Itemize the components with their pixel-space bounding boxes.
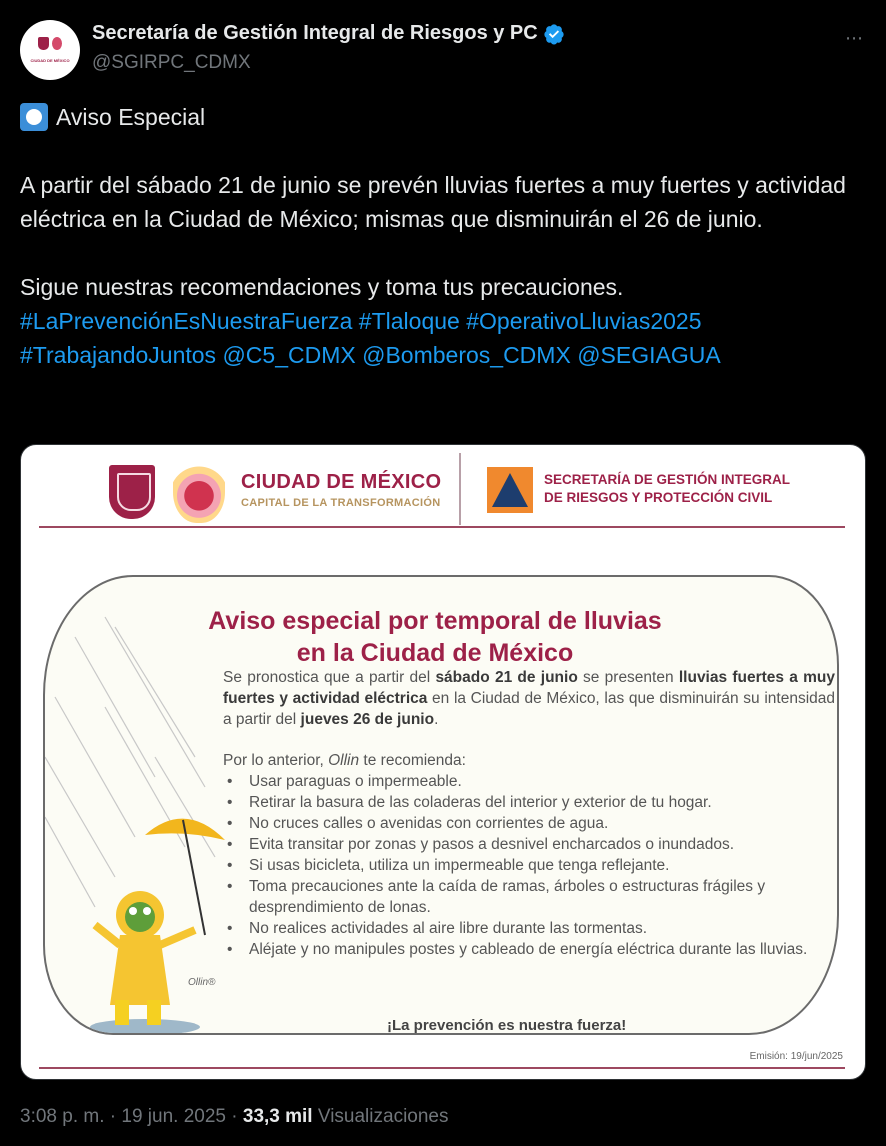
- cdmx-heart-icon: [52, 37, 62, 50]
- header-divider: [459, 453, 461, 525]
- notice-title-line-1: Aviso especial por temporal de lluvias: [208, 607, 662, 635]
- recommendation-item: • Usar paraguas o impermeable.: [223, 771, 835, 792]
- notice-body: [223, 667, 835, 960]
- views-label: Visualizaciones: [317, 1106, 449, 1127]
- post-meta: [20, 1106, 449, 1128]
- recommendation-item: • Si usas bicicleta, utiliza un impermeable que tenga reflejante.: [223, 855, 835, 876]
- forecast-text-4: .: [434, 711, 439, 728]
- recommendation-item: • Evita transitar por zonas y pasos a desnivel encharcados o inundados.: [223, 834, 835, 855]
- mention-c5-cdmx[interactable]: @C5_CDMX: [222, 342, 356, 368]
- sgirpc-line-1: SECRETARÍA DE GESTIÓN INTEGRAL: [544, 472, 791, 487]
- forecast-text-2: se presenten: [577, 669, 679, 686]
- notice-title: [175, 605, 695, 669]
- emission-date: Emisión: 19/jun/2025: [749, 1051, 843, 1062]
- recommendations-list: [223, 771, 835, 960]
- image-header: [21, 445, 865, 527]
- forecast-bold-2: lluvias fuertes a muy fuertes y actividad eléctrica: [223, 669, 836, 707]
- footer-rule: [39, 1067, 845, 1069]
- ollin-mascot-icon: [85, 805, 235, 1035]
- post-paragraph-1: A partir del sábado 21 de junio se prevén lluvias fuertes a muy fuertes y actividad eléctrica en la Ciudad de México; mismas que disminuirán el 26 de junio.: [20, 172, 846, 232]
- post-paragraph-2: Sigue nuestras recomendaciones y toma tus precauciones.: [20, 274, 624, 300]
- header-rule: [39, 526, 845, 528]
- forecast-text-3: en la Ciudad de México, las que disminuirán su intensidad a partir del: [223, 690, 835, 728]
- cdmx-subtitle: CAPITAL DE LA TRANSFORMACIÓN: [241, 497, 441, 509]
- proteccion-civil-triangle-icon: [487, 467, 533, 513]
- avatar-text: CIUDAD DE MÉXICO: [30, 58, 70, 63]
- cdmx-map-logo-icon: [173, 455, 225, 523]
- rec-intro-ollin: Ollin: [328, 752, 360, 769]
- cdmx-coat-of-arms-icon: [109, 465, 155, 519]
- separator: ·: [225, 1106, 243, 1127]
- recommendation-item: • Toma precauciones ante la caída de ramas, árboles o estructuras frágiles y desprendimiento de lonas.: [223, 876, 835, 918]
- hashtag-operativolluvias[interactable]: #OperativoLluvias2025: [466, 308, 702, 334]
- recommendation-item: • No realices actividades al aire libre durante las tormentas.: [223, 918, 835, 939]
- forecast-bold-3: jueves 26 de junio: [300, 711, 435, 728]
- post-text: [20, 100, 866, 372]
- recommendation-item: • No cruces calles o avenidas con corrientes de agua.: [223, 813, 835, 834]
- recommendation-item: • Retirar la basura de las coladeras del interior y exterior de tu hogar.: [223, 792, 835, 813]
- author-display-name[interactable]: [92, 22, 565, 45]
- ollin-label: Ollin®: [188, 977, 216, 988]
- blue-circle-emoji-icon: [20, 103, 48, 131]
- verified-badge-icon: [543, 23, 565, 45]
- rec-intro-pre: Por lo anterior,: [223, 752, 329, 769]
- hashtag-trabajandojuntos[interactable]: #TrabajandoJuntos: [20, 342, 217, 368]
- sgirpc-line-2: DE RIESGOS Y PROTECCIÓN CIVIL: [544, 490, 773, 505]
- hashtag-laprevencion[interactable]: #LaPrevenciónEsNuestraFuerza: [20, 308, 353, 334]
- cdmx-title: CIUDAD DE MÉXICO: [241, 471, 442, 493]
- forecast-text-1: Se pronostica que a partir del: [223, 669, 436, 686]
- slogan: ¡La prevención es nuestra fuerza!: [387, 1017, 627, 1034]
- cdmx-shield-icon: [38, 37, 49, 50]
- more-options-icon[interactable]: ⋯: [845, 28, 864, 48]
- notice-panel: [43, 575, 839, 1035]
- forecast-paragraph: [223, 667, 835, 730]
- mention-segiagua[interactable]: @SEGIAGUA: [577, 342, 721, 368]
- author-name-text: Secretaría de Gestión Integral de Riesgos y PC: [92, 22, 538, 44]
- post-time[interactable]: 3:08 p. m.: [20, 1106, 105, 1127]
- post-title: Aviso Especial: [56, 104, 206, 130]
- separator: ·: [104, 1106, 122, 1127]
- post-image[interactable]: [20, 444, 866, 1080]
- notice-title-line-2: en la Ciudad de México: [296, 639, 574, 667]
- views-count: 33,3 mil: [242, 1106, 313, 1127]
- rec-intro-post: te recomienda:: [359, 752, 466, 769]
- forecast-bold-1: sábado 21 de junio: [435, 669, 578, 686]
- mention-bomberos-cdmx[interactable]: @Bomberos_CDMX: [362, 342, 571, 368]
- hashtag-tlaloque[interactable]: #Tlaloque: [358, 308, 460, 334]
- post-date[interactable]: 19 jun. 2025: [121, 1106, 226, 1127]
- recommendation-item: • Aléjate y no manipules postes y cableado de energía eléctrica durante las lluvias.: [223, 939, 835, 960]
- avatar[interactable]: [20, 20, 80, 80]
- post-header: [20, 20, 866, 80]
- author-handle[interactable]: @SGIRPC_CDMX: [92, 52, 251, 73]
- recommendations-intro: [223, 750, 835, 771]
